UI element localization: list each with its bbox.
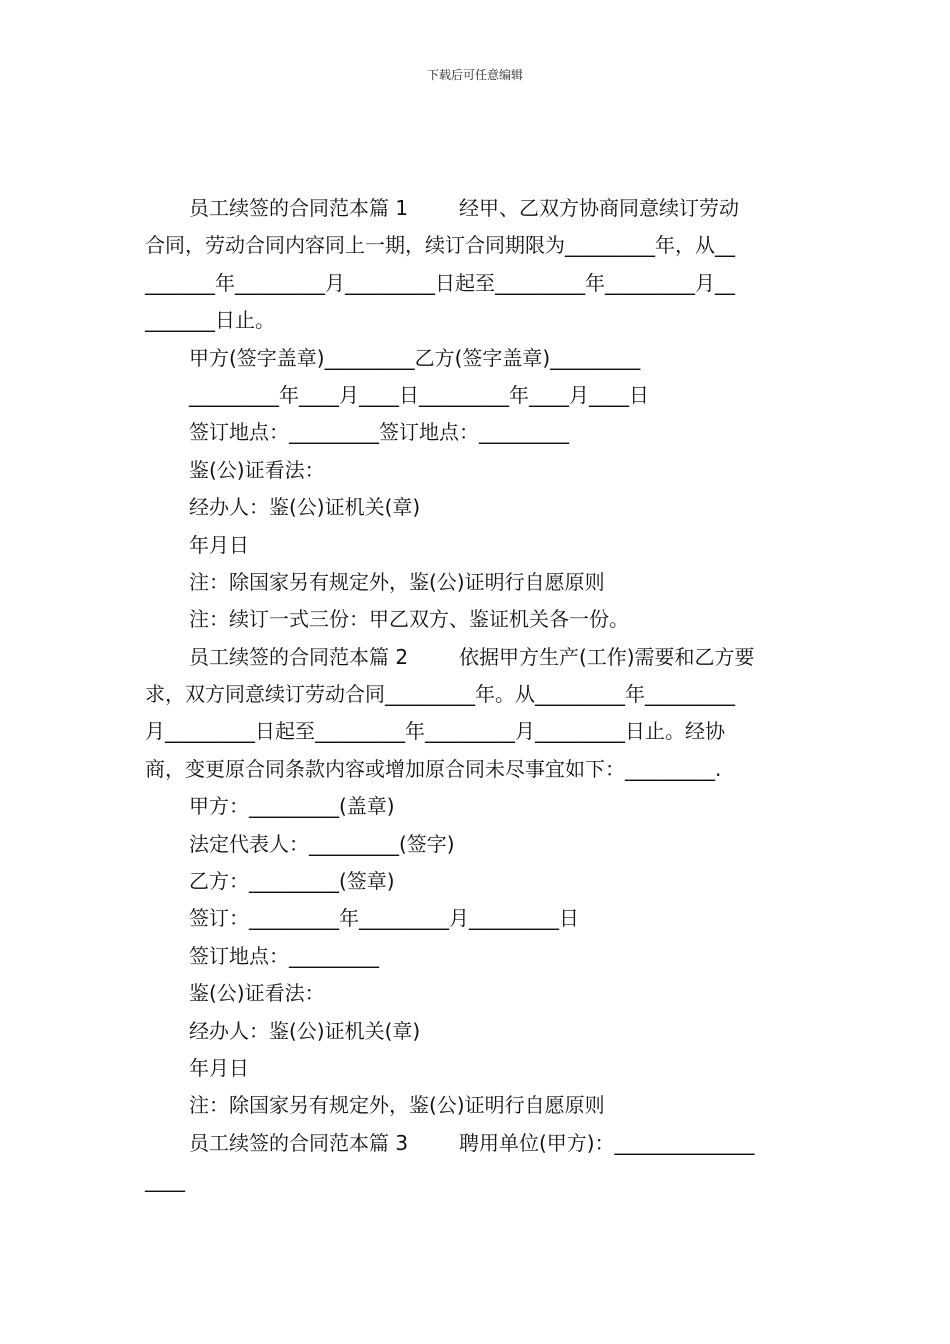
text-line: _______日止。 [145,308,275,333]
text-line: _________年____月____日_________年____月____日 [189,382,649,407]
text-line: 签订地点：_________ [189,943,379,968]
text-line: 经办人：鉴(公)证机关(章) [189,495,421,520]
text-line: _______年_________月_________日起至_________年_________月__ [145,270,735,295]
text-line: 注：除国家另有规定外，鉴(公)证明行自愿原则 [189,569,605,594]
text-line: 鉴(公)证看法： [189,981,325,1006]
text-line: 甲方：_________(盖章) [189,794,395,819]
text-line: 法定代表人：_________(签字) [189,831,455,856]
text-line: 商，变更原合同条款内容或增加原合同未尽事宜如下：_________. [145,756,722,781]
text-line: 员工续签的合同范本篇 2 依据甲方生产(工作)需要和乙方要 [189,644,755,669]
text-line: 签订：_________年_________月_________日 [189,906,579,931]
text-line: 签订地点：_________签订地点：_________ [189,420,569,445]
text-line: 乙方：_________(签章) [189,869,395,894]
text-line: 年月日 [189,532,249,557]
page-header: 下载后可任意编辑 [426,68,523,82]
text-line: 年月日 [189,1055,249,1080]
text-line: 注：续订一式三份：甲乙双方、鉴证机关各一份。 [189,607,629,632]
text-line: 甲方(签字盖章)_________乙方(签字盖章)_________ [189,345,641,370]
document-body [145,190,807,1200]
text-line: 经办人：鉴(公)证机关(章) [189,1018,421,1043]
text-line: 求，双方同意续订劳动合同_________年。从_________年_________ [145,682,735,707]
text-line: 员工续签的合同范本篇 1 经甲、乙双方协商同意续订劳动 [189,196,739,220]
text-line: ____ [145,1168,185,1193]
text-line: 鉴(公)证看法： [189,457,325,482]
text-line: 注：除国家另有规定外，鉴(公)证明行自愿原则 [189,1093,605,1118]
text-line: 月_________日起至_________年_________月_________日止。经协 [145,719,725,744]
text-line: 员工续签的合同范本篇 3 聘用单位(甲方)：______________ [189,1130,755,1155]
text-line: 合同，劳动合同内容同上一期，续订合同期限为_________年，从__ [145,233,735,258]
